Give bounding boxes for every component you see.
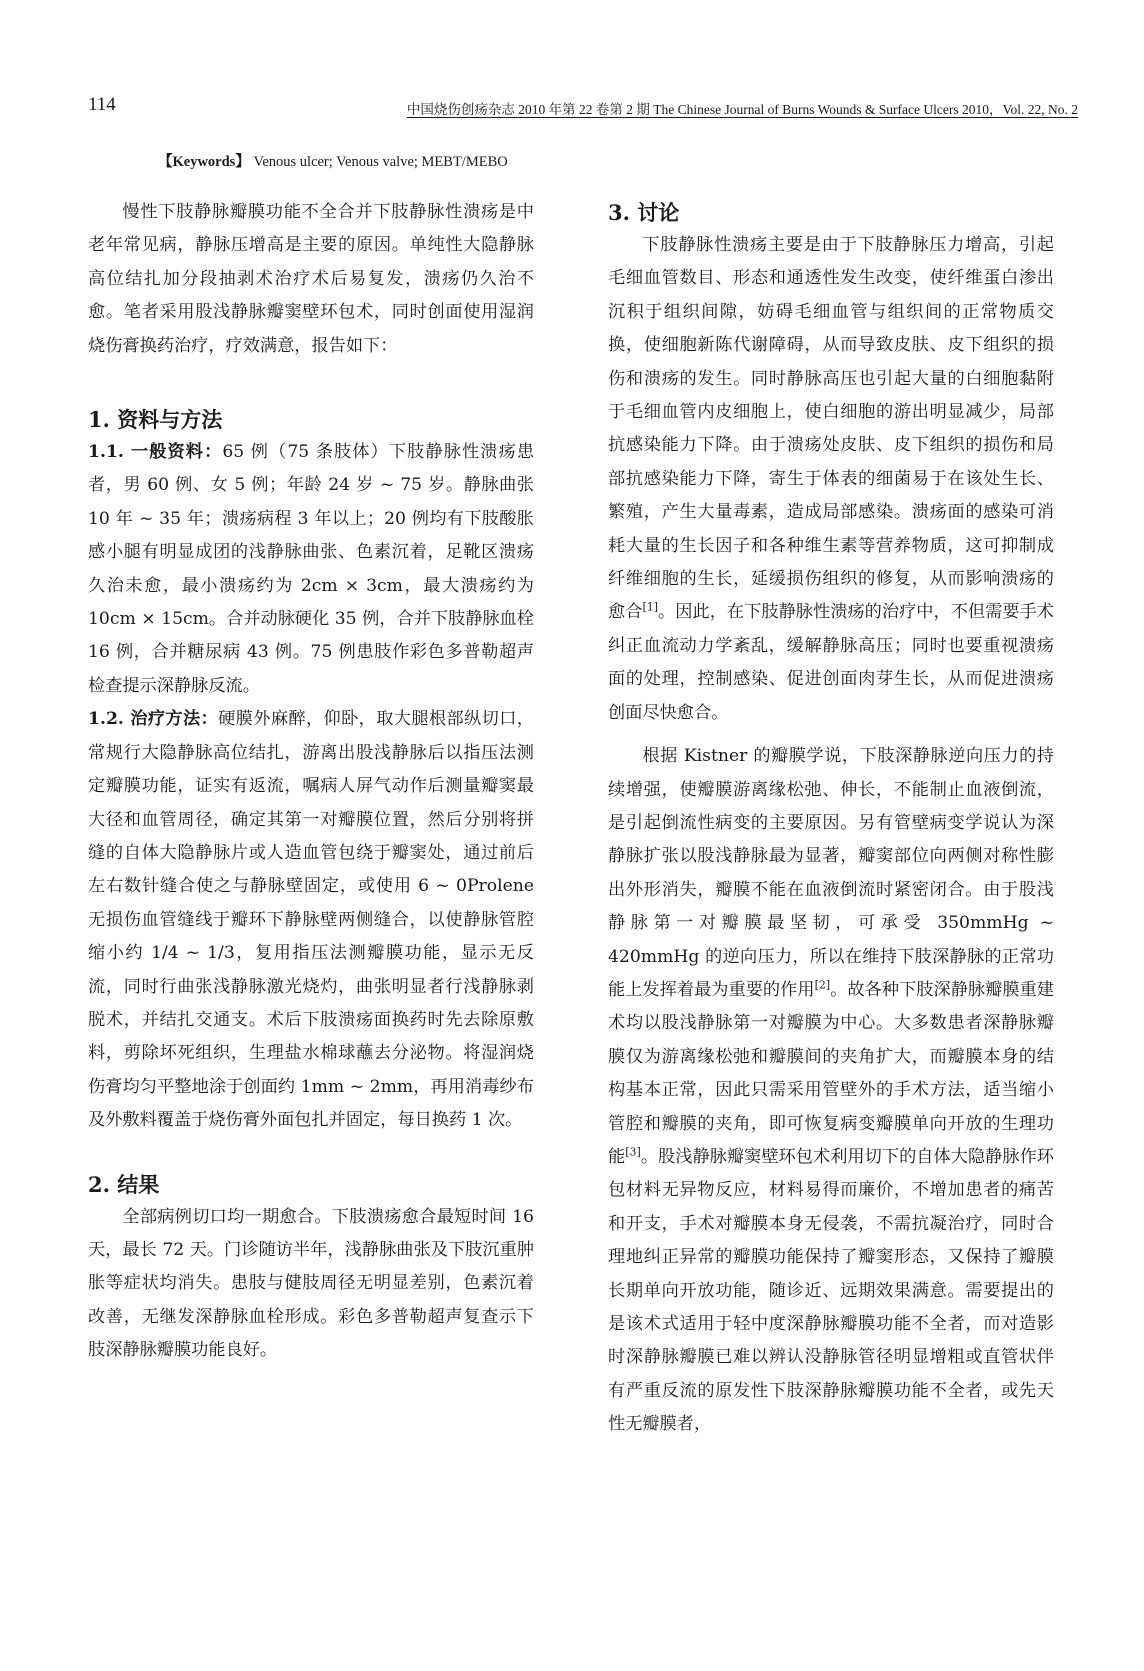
citation-3: [3] [625,1145,641,1159]
left-column [88,196,534,1368]
section-3-paragraph-1 [608,229,1054,730]
citation-2: [2] [814,978,831,992]
section-1-2-paragraph [88,703,534,1137]
section-3-p2-text-a: 根据 Kistner 的瓣膜学说，下肢深静脉逆向压力的持续增强，使瓣膜游离缘松弛、伸长，不能制止血液倒流，是引起倒流性病变的主要原因。另有管壁病变学说认为深静脉扩张以股浅静脉最为显著，瓣窦部位向两侧对称性膨出外形消失，瓣膜不能在血液倒流时紧密闭合。由于股浅静脉第一对瓣膜最坚韧，可承受 350mmHg ~ 420mmHg 的逆向压力，所以在维持下肢深静脉的正常功能上发挥着最为重要的作用 [608,746,1054,1000]
section-2-heading: 2. 结果 [88,1171,160,1197]
section-3-p2-text-b: 。故各种下肢深静脉瓣膜重建术均以股浅静脉第一对瓣膜为中心。大多数患者深静脉瓣膜仅为游离缘松弛和瓣膜间的夹角扩大，而瓣膜本身的结构基本正常，因此只需采用管壁外的手术方法，适当缩小管腔和瓣膜的夹角，即可恢复病变瓣膜单向开放的生理功能 [608,979,1054,1167]
section-3-heading: 3. 讨论 [608,200,680,225]
section-3-paragraph-2 [608,740,1054,1442]
section-1-heading: 1. 资料与方法 [88,407,223,433]
right-column [608,196,1054,1442]
section-1-2-text: 硬膜外麻醉，仰卧，取大腿根部纵切口，常规行大隐静脉高位结扎，游离出股浅静脉后以指压法测定瓣膜功能，证实有返流，嘱病人屏气动作后测量瓣窦最大径和血管周径，确定其第一对瓣膜位置，然后分别将拼缝的自体大隐静脉片或人造血管包绕于瓣窦处，通过前后左右数针缝合使之与静脉壁固定，或使用 6 ~ 0Prolene 无损伤血管缝线于瓣环下静脉壁两侧缝合，以使静脉管腔缩小约 1/4 ~ 1/3，复用指压法测瓣膜功能，显示无反流，同时行曲张浅静脉激光烧灼，曲张明显者行浅静脉剥脱术，并结扎交通支。术后下肢溃疡面换药时先去除原敷料，剪除坏死组织，生理盐水棉球蘸去分泌物。将湿润烧伤膏均匀平整地涂于创面约 1mm ~ 2mm，再用消毒纱布及外敷料覆盖于烧伤膏外面包扎并固定，每日换药 1 次。 [88,709,534,1131]
running-head: 中国烧伤创疡杂志 2010 年第 22 卷第 2 期 The Chinese Journal of Burns Wounds & Surface Ulcers 2010，Vol. 22, No. 2 [406,102,1078,117]
keywords-line [158,150,508,171]
page-number: 114 [88,94,116,115]
section-1-1-text: 65 例（75 条肢体）下肢静脉性溃疡患者，男 60 例、女 5 例；年龄 24 岁 ~ 75 岁。静脉曲张 10 年 ~ 35 年；溃疡病程 3 年以上；20 例均有下肢酸胀感小腿有明显成团的浅静脉曲张、色素沉着，足靴区溃疡久治未愈，最小溃疡约为 2cm × 3cm，最大溃疡约为 10cm × 15cm。合并动脉硬化 35 例，合并下肢静脉血栓 16 例，合并糖尿病 43 例。75 例患肢作彩色多普勒超声检查提示深静脉反流。 [88,442,535,696]
section-3-p1-text-a: 下肢静脉性溃疡主要是由于下肢静脉压力增高，引起毛细血管数目、形态和通透性发生改变，使纤维蛋白渗出沉积于组织间隙，妨碍毛细血管与组织间的正常物质交换，使细胞新陈代谢障碍，从而导致皮肤、皮下组织的损伤和溃疡的发生。同时静脉高压也引起大量的白细胞黏附于毛细血管内皮细胞上，使白细胞的游出明显减少，局部抗感染能力下降。由于溃疡处皮肤、皮下组织的损伤和局部抗感染能力下降，寄生于体表的细菌易于在该处生长、繁殖，产生大量毒素，造成局部感染。溃疡面的感染可消耗大量的生长因子和各种维生素等营养物质，这可抑制成纤维细胞的生长，延缓损伤组织的修复，从而影响溃疡的愈合 [608,235,1054,623]
intro-paragraph: 慢性下肢静脉瓣膜功能不全合并下肢静脉性溃疡是中老年常见病，静脉压增高是主要的原因。单纯性大隐静脉高位结扎加分段抽剥术治疗术后易复发，溃疡仍久治不愈。笔者采用股浅静脉瓣窦壁环包术，同时创面使用湿润烧伤膏换药治疗，疗效满意，报告如下： [88,202,534,356]
keywords-text: Venous ulcer; Venous valve; MEBT/MEBO [249,154,508,170]
section-2-paragraph: 全部病例切口均一期愈合。下肢溃疡愈合最短时间 16 天，最长 72 天。门诊随访半年，浅静脉曲张及下肢沉重肿胀等症状均消失。患肢与健肢周径无明显差别，色素沉着改善，无继发深静脉血栓形成。彩色多普勒超声复查示下肢深静脉瓣膜功能良好。 [88,1206,534,1361]
section-1-2-title: 1.2. 治疗方法： [88,709,219,730]
section-1-1-paragraph [88,436,534,703]
section-3-p1-text-b: 。因此，在下肢静脉性溃疡的治疗中，不但需要手术纠正血流动力学紊乱，缓解静脉高压；同时也要重视溃疡面的处理，控制感染、促进创面肉芽生长，从而促进溃疡创面尽快愈合。 [608,602,1054,723]
page-header [88,94,1078,124]
section-3-p2-text-c: 。股浅静脉瓣窦壁环包术利用切下的自体大隐静脉作环包材料无异物反应，材料易得而廉价，不增加患者的痛苦和开支，手术对瓣膜本身无侵袭，不需抗凝治疗，同时合理地纠正异常的瓣膜功能保持了瓣窦形态，又保持了瓣膜长期单向开放功能，随诊近、远期效果满意。需要提出的是该术式适用于轻中度深静脉瓣膜功能不全者，而对造影时深静脉瓣膜已难以辨认没静脉管径明显增粗或直管状伴有严重反流的原发性下肢深静脉瓣膜功能不全者，或先天性无瓣膜者， [608,1146,1054,1435]
citation-1: [1] [642,600,659,614]
keywords-label: 【Keywords】 [158,154,250,170]
section-1-1-title: 1.1. 一般资料： [88,442,223,463]
